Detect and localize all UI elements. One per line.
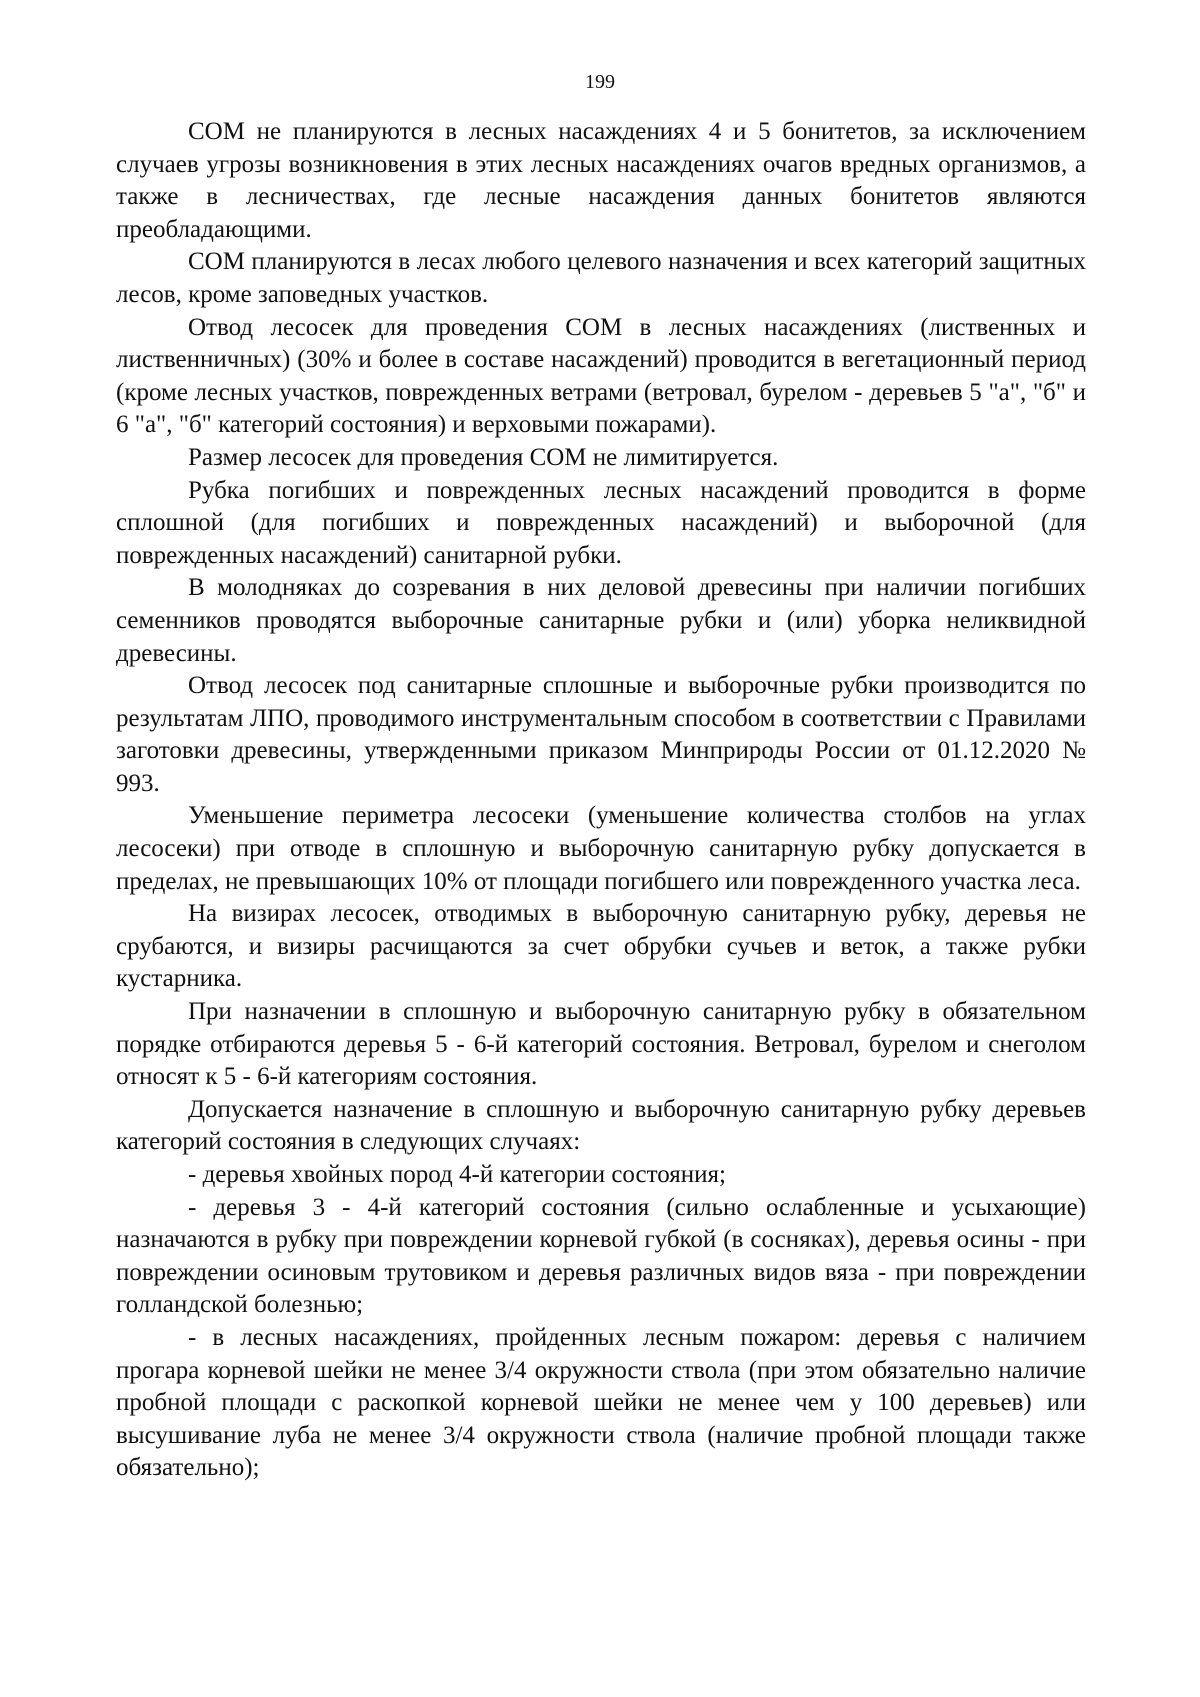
paragraph: Размер лесосек для проведения СОМ не лимитируется. bbox=[188, 443, 779, 471]
page-number: 199 bbox=[585, 71, 615, 93]
list-item: - деревья 3 - 4-й категорий состояния (сильно ослабленные и усыхающие) назначаются в рубку при повреждении корневой губкой (в сосняках), деревья осины - при повреждении осиновым трутовиком и деревья различных видов вяза - при повреждении голландской болезнью; bbox=[116, 1193, 1086, 1319]
paragraph: Допускается назначение в сплошную и выборочную санитарную рубку деревьев категорий состояния в следующих случаях: bbox=[116, 1095, 1086, 1156]
paragraph: Рубка погибших и поврежденных лесных насаждений проводится в форме сплошной (для погибших и поврежденных насаждений) и выборочной (для поврежденных насаждений) санитарной рубки. bbox=[116, 476, 1086, 569]
list-item: - в лесных насаждениях, пройденных лесным пожаром: деревья с наличием прогара корневой шейки не менее 3/4 окружности ствола (при этом обязательно наличие пробной площади с раскопкой корневой шейки не менее чем у 100 деревьев) или высушивание луба не менее 3/4 окружности ствола (наличие пробной площади также обязательно); bbox=[116, 1323, 1086, 1482]
document-body bbox=[116, 116, 1086, 1485]
paragraph: Отвод лесосек под санитарные сплошные и выборочные рубки производится по результатам ЛПО, проводимого инструментальным способом в соответствии с Правилами заготовки древесины, утвержденными приказом Минприроды России от 01.12.2020 № 993. bbox=[116, 672, 1086, 797]
list-item: - деревья хвойных пород 4-й категории состояния; bbox=[188, 1161, 726, 1188]
paragraph: Отвод лесосек для проведения СОМ в лесных насаждениях (лиственных и лиственничных) (30% и более в составе насаждений) проводится в вегетационный период (кроме лесных участков, поврежденных ветрами (ветровал, бурелом - деревьев 5 "а", "б" и 6 "а", "б" категорий состояния) и верховыми пожарами). bbox=[116, 313, 1086, 439]
paragraph: СОМ не планируются в лесных насаждениях 4 и 5 бонитетов, за исключением случаев угрозы возникновения в этих лесных насаждениях очагов вредных организмов, а также в лесничествах, где лесные насаждения данных бонитетов являются преобладающими. bbox=[116, 118, 1086, 243]
paragraph: В молодняках до созревания в них деловой древесины при наличии погибших семенников проводятся выборочные санитарные рубки и (или) уборка неликвидной древесины. bbox=[116, 574, 1086, 667]
paragraph: При назначении в сплошную и выборочную санитарную рубку в обязательном порядке отбираются деревья 5 - 6-й категорий состояния. Ветровал, бурелом и снеголом относят к 5 - 6-й категориям состояния. bbox=[116, 998, 1086, 1091]
paragraph: Уменьшение периметра лесосеки (уменьшение количества столбов на углах лесосеки) при отводе в сплошную и выборочную санитарную рубку допускается в пределах, не превышающих 10% от площади погибшего или поврежденного участка леса. bbox=[116, 802, 1086, 895]
paragraph: На визирах лесосек, отводимых в выборочную санитарную рубку, деревья не срубаются, и визиры расчищаются за счет обрубки сучьев и веток, а также рубки кустарника. bbox=[116, 900, 1086, 993]
paragraph: СОМ планируются в лесах любого целевого назначения и всех категорий защитных лесов, кроме заповедных участков. bbox=[116, 248, 1086, 308]
